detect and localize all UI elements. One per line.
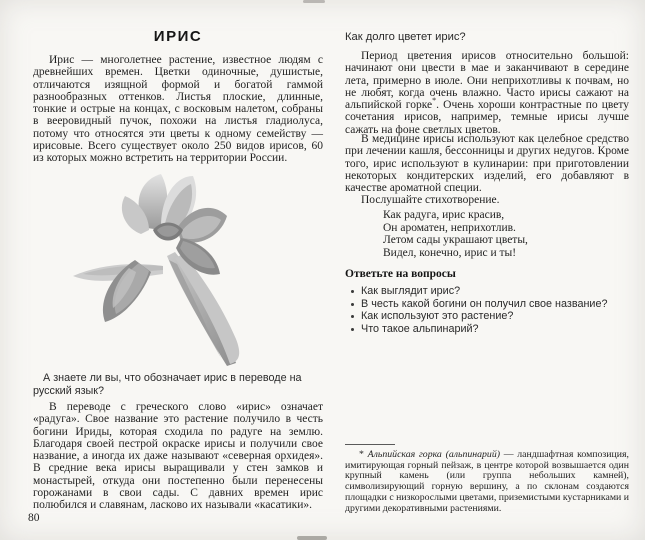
questions-list bbox=[345, 285, 629, 335]
question-item bbox=[345, 285, 629, 298]
page-number: 80 bbox=[28, 512, 40, 524]
question-item bbox=[345, 298, 629, 311]
scan-smudge-bottom bbox=[297, 536, 327, 540]
intro-paragraph: Ирис — многолетнее растение, известное людям с древнейших времен. Цветки одиночные, душистые, отличаются изящной формой и богатой гаммой разнообразных оттенков. Листья плоские, длинные, тонкие и острые на концах, с восковым налетом, собраны в вееровидный пучок, похожи на листья гладиолуса, потому что относятся эти цветы к одному семейству — ирисовые. Всего существует около 250 видов ирисов, 60 из которых можно встретить на территории России. bbox=[33, 54, 323, 165]
blooming-paragraph-part2: . Очень хороши контрастные по цвету сочетания ирисов, например, темные ирисы лучше сажать на фоне светлых цветов. bbox=[345, 99, 630, 136]
left-page bbox=[28, 0, 323, 540]
question-item bbox=[345, 310, 629, 323]
translation-paragraph: В переводе с греческого слово «ирис» означает «радуга». Свое название это растение получило в честь богини Ириды, которая сходила по радуге на землю. Благодаря своей пестрой окраске ирисы и получили свое название, а иногда их даже называют «северная орхидея». В средние века ирисы выращивали у стен замков и монастырей, откуда они постепенно были перенесены горожанами в свои сады. С давних времен ирис полюбился и славянам, ласково их называли «касатики». bbox=[33, 401, 323, 512]
did-you-know-question: А знаете ли вы, что обозначает ирис в переводе на русский язык? bbox=[33, 372, 302, 397]
footnote-reference-asterisk: * bbox=[432, 96, 437, 106]
page-title: ИРИС bbox=[153, 28, 203, 45]
bullet-icon bbox=[351, 303, 354, 306]
footnote-term: Альпийская горка (альпинарий) bbox=[367, 449, 500, 460]
scan-smudge-top bbox=[303, 0, 325, 3]
blooming-paragraph bbox=[345, 50, 629, 136]
right-page bbox=[345, 0, 629, 540]
question-text: В честь какой богини он получил свое название? bbox=[361, 297, 608, 310]
bullet-icon bbox=[351, 290, 354, 293]
footnote bbox=[345, 450, 629, 514]
question-text: Что такое альпинарий? bbox=[361, 322, 479, 335]
poem-line: Он ароматен, неприхотлив. bbox=[383, 221, 516, 234]
blooming-paragraph-part1: Период цветения ирисов относительно большой: начинают они цвести в мае и заканчивают в середине лета, примерно в июле. Они неприхотливы к почвам, но не любят, когда очень влажно. Часто ирисы сажают на альпийской горке bbox=[345, 50, 629, 112]
question-item bbox=[345, 323, 629, 336]
bullet-icon bbox=[351, 328, 354, 331]
question-text: Как используют это растение? bbox=[361, 310, 514, 323]
poem-line: Летом сады украшают цветы, bbox=[383, 234, 528, 247]
bullet-icon bbox=[351, 315, 354, 318]
footnote-divider bbox=[345, 444, 395, 445]
footnote-text: — ландшафтная композиция, имитирующая горный пейзаж, в центре которой возвышается один крупный камень (или группа небольших камней), символизирующий горную вершину, а по склонам создаются площадки с низкорослыми цветами, приземистыми кустарниками и другими декоративными растениями. bbox=[345, 449, 629, 514]
question-text: Как выглядит ирис? bbox=[361, 285, 461, 297]
section-question-heading: Как долго цветет ирис? bbox=[345, 31, 466, 43]
answer-questions-heading: Ответьте на вопросы bbox=[345, 268, 456, 280]
poem-line: Видел, конечно, ирис и ты! bbox=[383, 247, 517, 260]
iris-flower-image bbox=[69, 164, 274, 369]
poem bbox=[383, 209, 528, 260]
poem-line: Как радуга, ирис красив, bbox=[383, 209, 505, 221]
footnote-marker: * bbox=[359, 449, 364, 460]
iris-flower-illustration bbox=[69, 164, 274, 369]
medicine-paragraph: В медицине ирисы используют как целебное средство при лечении кашля, бессонницы и других недугов. Кроме того, ирис используют в кулинарии: при приготовлении некоторых кондитерских изделий, его добавляют в качестве ароматной специи. bbox=[345, 133, 629, 195]
listen-poem-line: Послушайте стихотворение. bbox=[361, 194, 500, 206]
